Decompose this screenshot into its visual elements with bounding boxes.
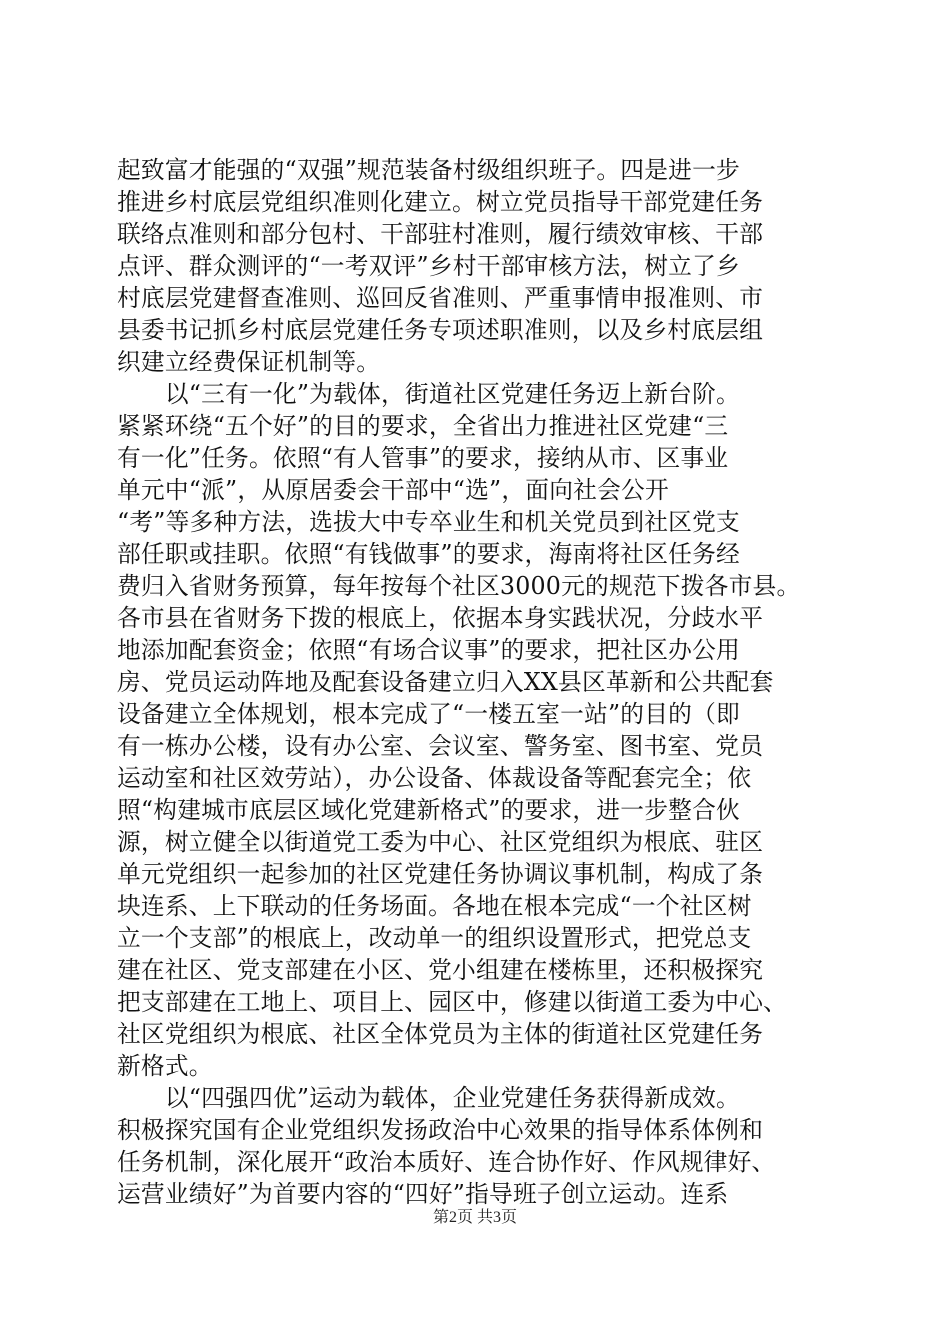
text-line: 设备建立全体规划，根本完成了“一楼五室一站”的目的（即 xyxy=(117,700,740,728)
text-line: 紧紧环绕“五个好”的目的要求，全省出力推进社区党建“三 xyxy=(117,412,729,440)
text-line: 地添加配套资金；依照“有场合议事”的要求，把社区办公用 xyxy=(117,636,740,664)
text-line: 积极探究国有企业党组织发扬政治中心效果的指导体系体例和 xyxy=(117,1116,764,1144)
text-line: 村底层党建督查准则、巡回反省准则、严重事情申报准则、市 xyxy=(117,284,764,312)
text-line: 推进乡村底层党组织准则化建立。树立党员指导干部党建任务 xyxy=(117,188,764,216)
text-line: 有一化”任务。依照“有人管事”的要求，接纳从市、区事业 xyxy=(117,444,729,472)
text-line: 房、党员运动阵地及配套设备建立归入XX县区革新和公共配套 xyxy=(117,668,774,696)
text-line: 单元中“派”，从原居委会干部中“选”，面向社会公开 xyxy=(117,476,669,504)
text-line: 照“构建城市底层区域化党建新格式”的要求，进一步整合伙 xyxy=(117,796,740,824)
text-line: 各市县在省财务下拨的根底上，依据本身实践状况，分歧水平 xyxy=(117,604,764,632)
text-line: 单元党组织一起参加的社区党建任务协调议事机制，构成了条 xyxy=(117,860,764,888)
text-line: “考”等多种方法，选拔大中专卒业生和机关党员到社区党支 xyxy=(117,508,740,536)
text-line: 点评、群众测评的“一考双评”乡村干部审核方法，树立了乡 xyxy=(117,252,740,280)
text-line: 源，树立健全以街道党工委为中心、社区党组织为根底、驻区 xyxy=(117,828,764,856)
text-line: 运营业绩好”为首要内容的“四好”指导班子创立运动。连系 xyxy=(117,1180,729,1208)
text-line: 建在社区、党支部建在小区、党小组建在楼栋里，还积极探究 xyxy=(117,956,764,984)
text-line: 部任职或挂职。依照“有钱做事”的要求，海南将社区任务经 xyxy=(117,540,740,568)
text-line: 有一栋办公楼，设有办公室、会议室、警务室、图书室、党员 xyxy=(117,732,764,760)
text-line: 块连系、上下联动的任务场面。各地在根本完成“一个社区树 xyxy=(117,892,752,920)
text-line: 任务机制，深化展开“政治本质好、连合协作好、作风规律好、 xyxy=(117,1148,776,1176)
text-line: 以“三有一化”为载体，街道社区党建任务迈上新台阶。 xyxy=(117,380,740,408)
text-line: 织建立经费保证机制等。 xyxy=(117,348,381,376)
text-line: 联络点准则和部分包村、干部驻村准则，履行绩效审核、干部 xyxy=(117,220,764,248)
text-line: 把支部建在工地上、项目上、园区中，修建以街道工委为中心、 xyxy=(117,988,788,1016)
body-text xyxy=(117,154,837,1210)
text-line: 起致富才能强的“双强”规范装备村级组织班子。四是进一步 xyxy=(117,156,740,184)
text-line: 费归入省财务预算，每年按每个社区3000元的规范下拨各市县。 xyxy=(117,572,801,600)
page-footer: 第2页 共3页 xyxy=(432,1209,517,1226)
text-line: 新格式。 xyxy=(117,1052,213,1080)
text-line: 县委书记抓乡村底层党建任务专项述职准则，以及乡村底层组 xyxy=(117,316,764,344)
text-line: 社区党组织为根底、社区全体党员为主体的街道社区党建任务 xyxy=(117,1020,764,1048)
text-line: 立一个支部”的根底上，改动单一的组织设置形式，把党总支 xyxy=(117,924,752,952)
text-line: 运动室和社区效劳站），办公设备、体裁设备等配套完全；依 xyxy=(117,764,752,792)
text-line: 以“四强四优”运动为载体，企业党建任务获得新成效。 xyxy=(117,1084,740,1112)
